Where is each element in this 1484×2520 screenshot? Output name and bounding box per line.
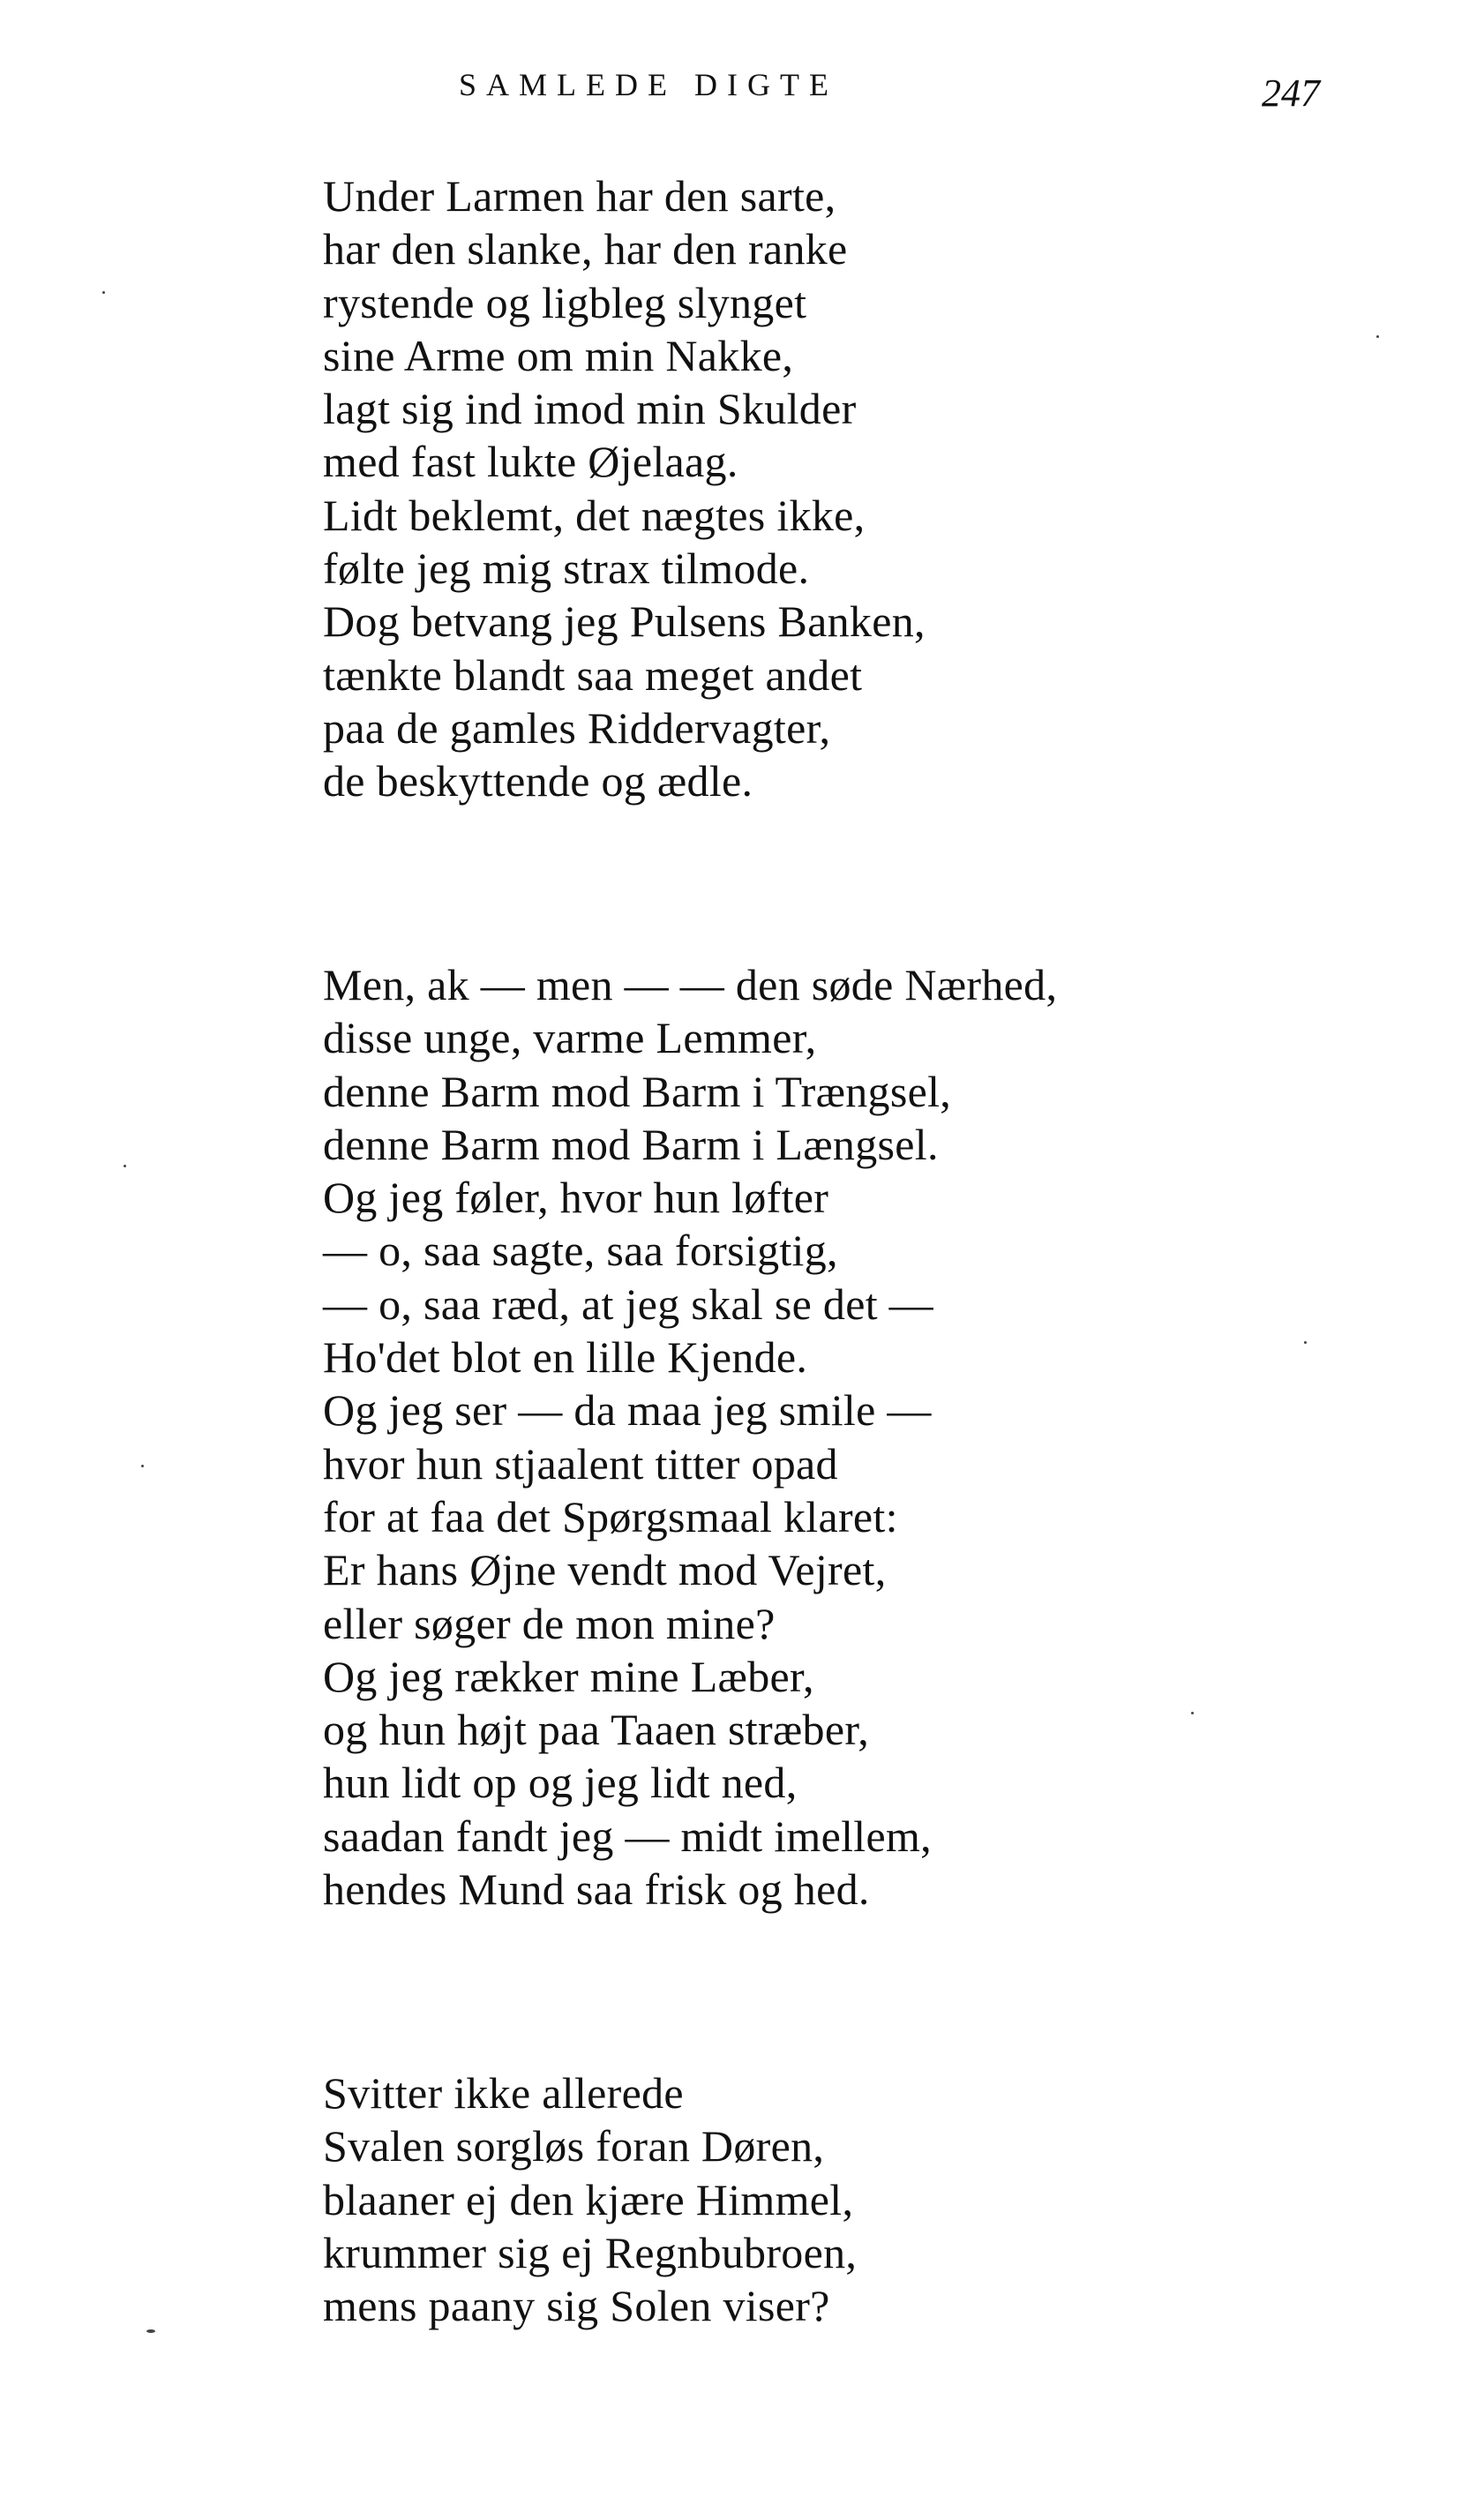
verse-line: Og jeg rækker mine Læber, (323, 1651, 814, 1701)
print-speck (1191, 1712, 1194, 1714)
stanza-3 (323, 2066, 857, 2332)
verse-line: denne Barm mod Barm i Trængsel, (323, 1066, 952, 1116)
verse-line: Er hans Øjne vendt mod Vejret, (323, 1545, 887, 1595)
verse-line: blaaner ej den kjære Himmel, (323, 2174, 854, 2224)
verse-line: Dog betvang jeg Pulsens Banken, (323, 596, 926, 647)
verse-line: Ho'det blot en lille Kjende. (323, 1332, 808, 1383)
running-title: SAMLEDE DIGTE (459, 67, 838, 102)
verse-line: krummer sig ej Regnbubroen, (323, 2227, 858, 2277)
stanza-1 (323, 169, 926, 808)
verse-line: — o, saa sagte, saa forsigtig, (323, 1226, 838, 1276)
verse-line: tænkte blandt saa meget andet (323, 649, 863, 700)
verse-line: Under Larmen har den sarte, (323, 171, 836, 221)
verse-line: disse unge, varme Lemmer, (323, 1013, 817, 1063)
verse-line: med fast lukte Øjelaag. (323, 437, 738, 487)
verse-line: denne Barm mod Barm i Længsel. (323, 1119, 939, 1169)
verse-line: de beskyttende og ædle. (323, 756, 753, 806)
verse-line: har den slanke, har den ranke (323, 224, 848, 274)
verse-line: hendes Mund saa frisk og hed. (323, 1864, 870, 1915)
verse-line: Svalen sorgløs foran Døren, (323, 2121, 825, 2171)
verse-line: Lidt beklemt, det nægtes ikke, (323, 490, 866, 540)
verse-line: — o, saa ræd, at jeg skal se det — (323, 1279, 933, 1329)
verse-line: paa de gamles Riddervagter, (323, 702, 831, 753)
page-number: 247 (1262, 71, 1320, 115)
print-speck (124, 1165, 126, 1167)
print-speck (1376, 335, 1379, 338)
verse-line: følte jeg mig strax tilmode. (323, 544, 810, 594)
verse-line: og hun højt paa Taaen stræber, (323, 1705, 870, 1755)
verse-line: Svitter ikke allerede (323, 2068, 684, 2118)
verse-line: mens paany sig Solen viser? (323, 2281, 830, 2331)
verse-line: hun lidt op og jeg lidt ned, (323, 1758, 798, 1808)
print-speck (102, 291, 105, 294)
verse-line: hvor hun stjaalent titter opad (323, 1438, 838, 1489)
verse-line: saadan fandt jeg — midt imellem, (323, 1811, 932, 1861)
print-speck (146, 2329, 155, 2333)
verse-line: rystende og ligbleg slynget (323, 277, 807, 327)
verse-line: for at faa det Spørgsmaal klaret: (323, 1491, 898, 1541)
print-speck (141, 1465, 144, 1467)
verse-line: Og jeg føler, hvor hun løfter (323, 1173, 829, 1223)
verse-line: Og jeg ser — da maa jeg smile — (323, 1385, 932, 1436)
stanza-2 (323, 958, 1057, 1916)
verse-line: eller søger de mon mine? (323, 1598, 776, 1648)
print-speck (1304, 1341, 1307, 1344)
verse-line: sine Arme om min Nakke, (323, 330, 794, 380)
verse-line: lagt sig ind imod min Skulder (323, 384, 857, 434)
verse-line: Men, ak — men — — den søde Nærhed, (323, 960, 1058, 1009)
